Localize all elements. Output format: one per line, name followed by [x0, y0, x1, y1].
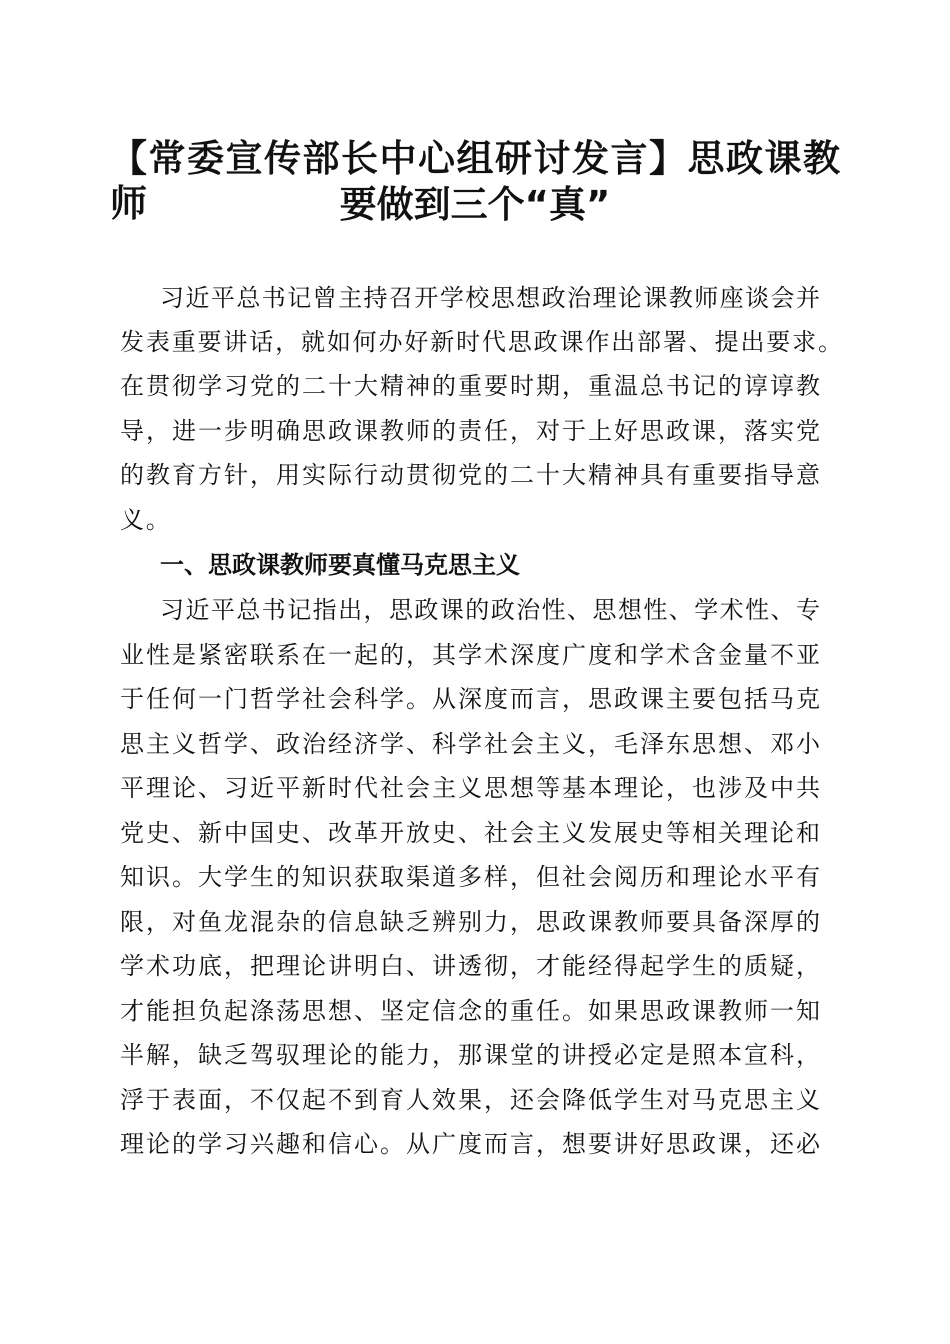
document-title-line-2: 要做到三个“真” — [339, 183, 611, 226]
paragraph-line: 浮于表面，不仅起不到育人效果，还会降低学生对马克思主义 — [120, 1086, 820, 1114]
paragraph-line: 理论的学习兴趣和信心。从广度而言，想要讲好思政课，还必 — [120, 1130, 820, 1158]
paragraph-line: 习近平总书记曾主持召开学校思想政治理论课教师座谈会并 — [160, 284, 820, 312]
section-heading: 一、思政课教师要真懂马克思主义 — [160, 551, 520, 579]
paragraph-line: 半解，缺乏驾驭理论的能力，那课堂的讲授必定是照本宣科， — [120, 1041, 820, 1069]
paragraph-line: 平理论、习近平新时代社会主义思想等基本理论，也涉及中共 — [120, 774, 820, 802]
document-title-line-1: 【常委宣传部长中心组研讨发言】思政课教师 — [110, 137, 840, 225]
paragraph-line: 于任何一门哲学社会科学。从深度而言，思政课主要包括马克 — [120, 685, 820, 713]
paragraph-line: 发表重要讲话，就如何办好新时代思政课作出部署、提出要求。 — [120, 328, 842, 356]
paragraph-line: 业性是紧密联系在一起的，其学术深度广度和学术含金量不亚 — [120, 641, 820, 669]
paragraph-line: 学术功底，把理论讲明白、讲透彻，才能经得起学生的质疑， — [120, 952, 820, 980]
paragraph-line: 义。 — [120, 506, 172, 534]
paragraph-line: 的教育方针，用实际行动贯彻党的二十大精神具有重要指导意 — [120, 461, 820, 489]
paragraph-line: 习近平总书记指出，思政课的政治性、思想性、学术性、专 — [160, 596, 820, 624]
paragraph-line: 思主义哲学、政治经济学、科学社会主义，毛泽东思想、邓小 — [120, 730, 820, 758]
paragraph-line: 才能担负起涤荡思想、坚定信念的重任。如果思政课教师一知 — [120, 997, 820, 1025]
paragraph-line: 知识。大学生的知识获取渠道多样，但社会阅历和理论水平有 — [120, 863, 820, 891]
paragraph-line: 导，进一步明确思政课教师的责任，对于上好思政课，落实党 — [120, 417, 820, 445]
paragraph-line: 党史、新中国史、改革开放史、社会主义发展史等相关理论和 — [120, 819, 820, 847]
paragraph-line: 在贯彻学习党的二十大精神的重要时期，重温总书记的谆谆教 — [120, 372, 820, 400]
paragraph-line: 限，对鱼龙混杂的信息缺乏辨别力，思政课教师要具备深厚的 — [120, 908, 820, 936]
